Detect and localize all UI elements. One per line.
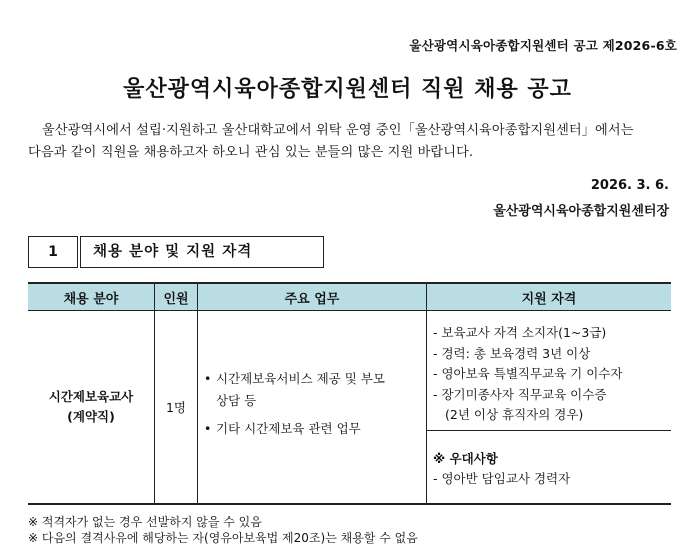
header-count: 인원 — [155, 283, 198, 311]
notice-date: 2026. 3. 6. — [590, 178, 669, 193]
qualification-item: - 보육교사 자격 소지자(1~3급) — [433, 325, 607, 340]
preference-item: - 영아반 담임교사 경력자 — [433, 470, 571, 486]
issuing-organization: 울산광역시육아종합지원센터장 — [493, 204, 669, 219]
table-header-row — [28, 283, 671, 311]
duty-text-1a: 시간제보육서비스 제공 및 부모 — [216, 371, 385, 386]
qualification-item-note: (2년 이상 휴직자의 경우) — [445, 407, 584, 422]
field-type: (계약직) — [67, 409, 115, 424]
duty-item — [204, 418, 426, 440]
cell-count: 1명 — [155, 311, 198, 505]
recruitment-table — [28, 282, 671, 505]
notice-number: 울산광역시육아종합지원센터 공고 제2026-6호 — [409, 38, 677, 53]
footnote-2: ※ 다음의 결격사유에 해당하는 자(영유아보육법 제20조)는 채용할 수 없음 — [28, 531, 418, 545]
intro-line-2: 다음과 같이 직원을 채용하고자 하오니 관심 있는 분들의 많은 지원 바랍니다. — [28, 145, 474, 160]
qualification-list — [427, 317, 671, 431]
table-row — [28, 311, 671, 505]
qualification-item: - 장기미종사자 직무교육 이수증 — [433, 386, 607, 402]
cell-field — [28, 311, 155, 505]
preference-title: ※ 우대사항 — [433, 450, 498, 466]
intro-line-1: 울산광역시에서 설립·지원하고 울산대학교에서 위탁 운영 중인「울산광역시육아종합지원센터」에서는 — [42, 123, 634, 138]
header-qualifications: 지원 자격 — [427, 283, 672, 311]
cell-qualifications — [427, 311, 672, 505]
preference-block — [427, 431, 671, 498]
bullet-icon: • — [204, 371, 212, 386]
qualification-item: - 영아보육 특별직무교육 기 이수자 — [433, 366, 623, 381]
cell-duties — [198, 311, 427, 505]
section-number-box: 1 — [28, 236, 78, 268]
duty-text-1b: 상담 등 — [216, 393, 257, 408]
duty-item — [204, 368, 426, 412]
header-duties: 주요 업무 — [198, 283, 427, 311]
footnote-1: ※ 적격자가 없는 경우 선발하지 않을 수 있음 — [28, 515, 262, 529]
qualification-item: - 경력: 총 보육경력 3년 이상 — [433, 345, 591, 361]
intro-paragraph — [28, 120, 680, 164]
field-name: 시간제보육교사 — [48, 389, 134, 404]
bullet-icon: • — [204, 421, 212, 436]
duty-text-2: 기타 시간제보육 관련 업무 — [216, 421, 361, 436]
section-title-box: 채용 분야 및 지원 자격 — [80, 236, 324, 268]
page-title: 울산광역시육아종합지원센터 직원 채용 공고 — [123, 77, 572, 102]
header-field: 채용 분야 — [28, 283, 155, 311]
